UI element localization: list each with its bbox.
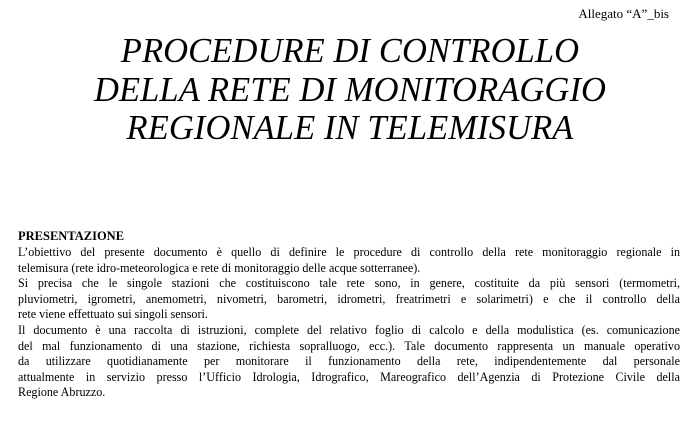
text-line: rete viene effettuato sui singoli sensori. — [18, 307, 208, 322]
text-line: del mal funzionamento di una stazione, richiesta sopralluogo, ecc.). Tale documento rappresenta un manuale operativo — [18, 338, 680, 353]
text-line: da utilizzare quotidianamente per monitorare il funzionamento della rete, indipendentemente dal personale — [18, 354, 680, 369]
annex-label: Allegato “A”_bis — [578, 6, 669, 21]
title-line: REGIONALE IN TELEMISURA — [126, 109, 574, 147]
text-line: pluviometri, igrometri, anemometri, nivometri, barometri, idrometri, freatrimetri e solarimetri) e che il controllo della — [18, 291, 680, 306]
paragraph-objective — [18, 245, 680, 276]
section-body — [18, 245, 680, 401]
text-line: Si precisa che le singole stazioni che costituiscono tale rete sono, in genere, costituite da più sensori (termometri, — [18, 276, 680, 291]
document-title — [0, 32, 700, 148]
text-line: L’obiettivo del presente documento è quello di definire le procedure di controllo della rete monitoraggio regionale in — [18, 245, 680, 259]
title-line: DELLA RETE DI MONITORAGGIO — [93, 70, 607, 109]
text-line: attualmente in servizio presso l’Ufficio Idrologia, Idrografico, Mareografico dell’Agenzia di Protezione Civile della — [18, 369, 680, 384]
section-heading: PRESENTAZIONE — [18, 229, 125, 243]
paragraph-document — [18, 323, 680, 401]
text-line: Il documento è una raccolta di istruzioni, complete del relativo foglio di calcolo e della modulistica (es. comunicazione — [18, 322, 680, 337]
text-line: telemisura (rete idro-meteorologica e rete di monitoraggio delle acque sotterranee). — [18, 260, 421, 275]
text-line: Regione Abruzzo. — [18, 385, 106, 400]
paragraph-stations — [18, 276, 680, 323]
title-line: PROCEDURE DI CONTROLLO — [120, 32, 580, 70]
